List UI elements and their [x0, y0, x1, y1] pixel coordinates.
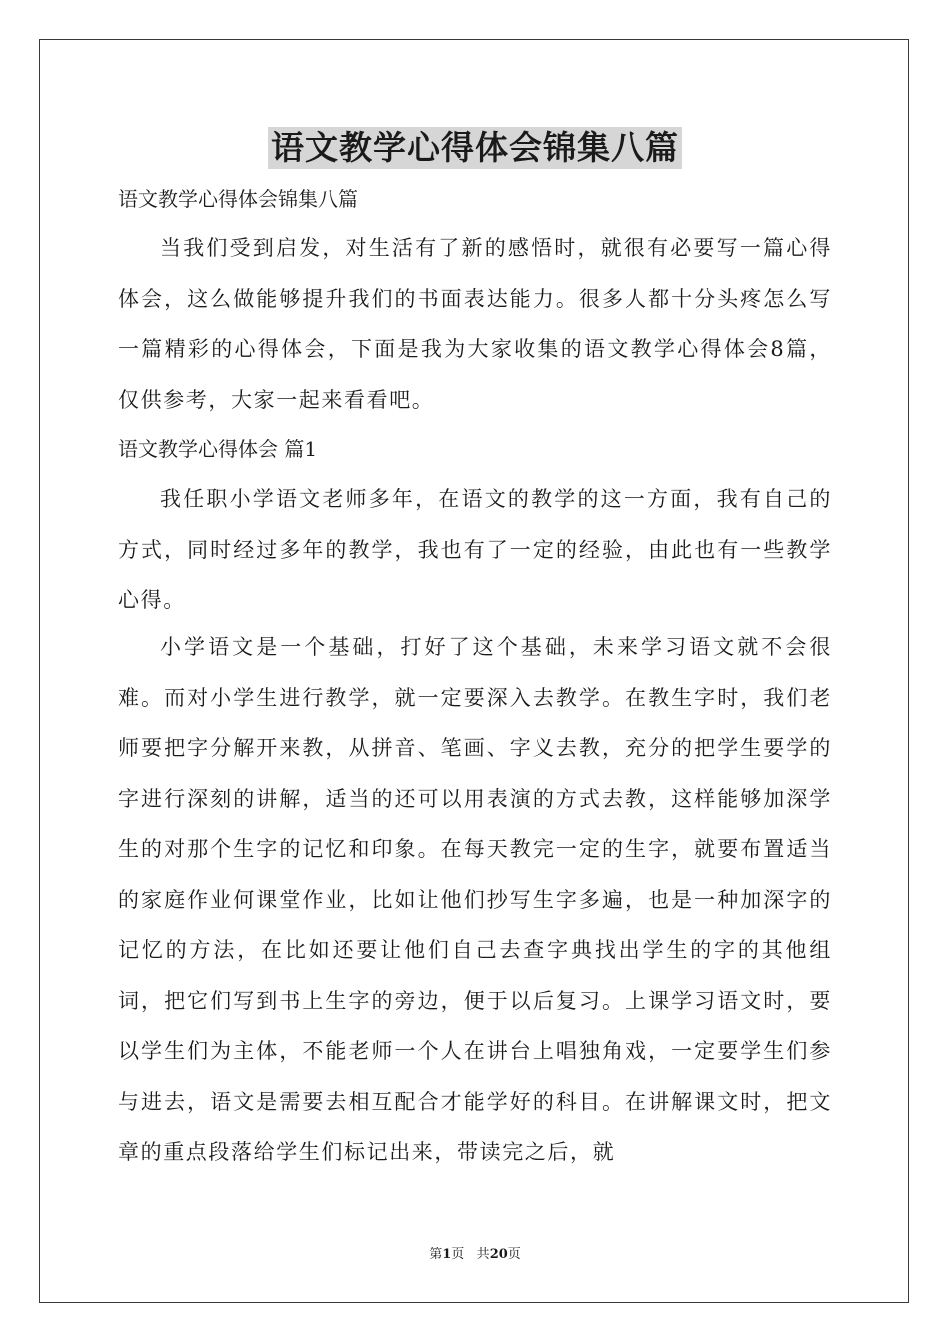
body-paragraph: 小学语文是一个基础，打好了这个基础，未来学习语文就不会很难。而对小学生进行教学，就一定要深入去教学。在教生字时，我们老师要把字分解开来教，从拼音、笔画、字义去教，充分的把学生要学的字进行深刻的讲解，适当的还可以用表演的方式去教，这样能够加深学生的对那个生字的记忆和印象。在每天教完一定的生字，就要布置适当的家庭作业何课堂作业，比如让他们抄写生字多遍，也是一种加深字的记忆的方法，在比如还要让他们自己去查字典找出学生的字的其他组词，把它们写到书上生字的旁边，便于以后复习。上课学习语文时，要以学生们为主体，不能老师一个人在讲台上唱独角戏，一定要学生们参与进去，语文是需要去相互配合才能学好的科目。在讲解课文时，把文章的重点段落给学生们标记出来，带读完之后，就	[118, 635, 832, 1164]
document-title-text: 语文教学心得体会锦集八篇	[268, 127, 682, 169]
section-heading: 语文教学心得体会 篇1	[118, 437, 318, 461]
footer-page-suffix: 页	[451, 1247, 465, 1262]
page-footer	[0, 1245, 950, 1265]
intro-paragraph: 当我们受到启发，对生活有了新的感悟时，就很有必要写一篇心得体会，这么做能够提升我们的书面表达能力。很多人都十分头疼怎么写一篇精彩的心得体会，下面是我为大家收集的语文教学心得体会8篇，仅供参考，大家一起来看看吧。	[118, 236, 832, 412]
document-subtitle: 语文教学心得体会锦集八篇	[118, 187, 358, 211]
current-page-number: 1	[442, 1247, 452, 1262]
footer-prefix: 第	[429, 1247, 443, 1262]
document-title	[0, 127, 950, 169]
footer-total-prefix: 共	[476, 1247, 490, 1262]
footer-total-suffix: 页	[507, 1247, 521, 1262]
body-paragraph: 我任职小学语文老师多年，在语文的教学的这一方面，我有自己的方式，同时经过多年的教学，我也有了一定的经验，由此也有一些教学心得。	[118, 487, 832, 612]
total-pages-number: 20	[489, 1247, 508, 1262]
